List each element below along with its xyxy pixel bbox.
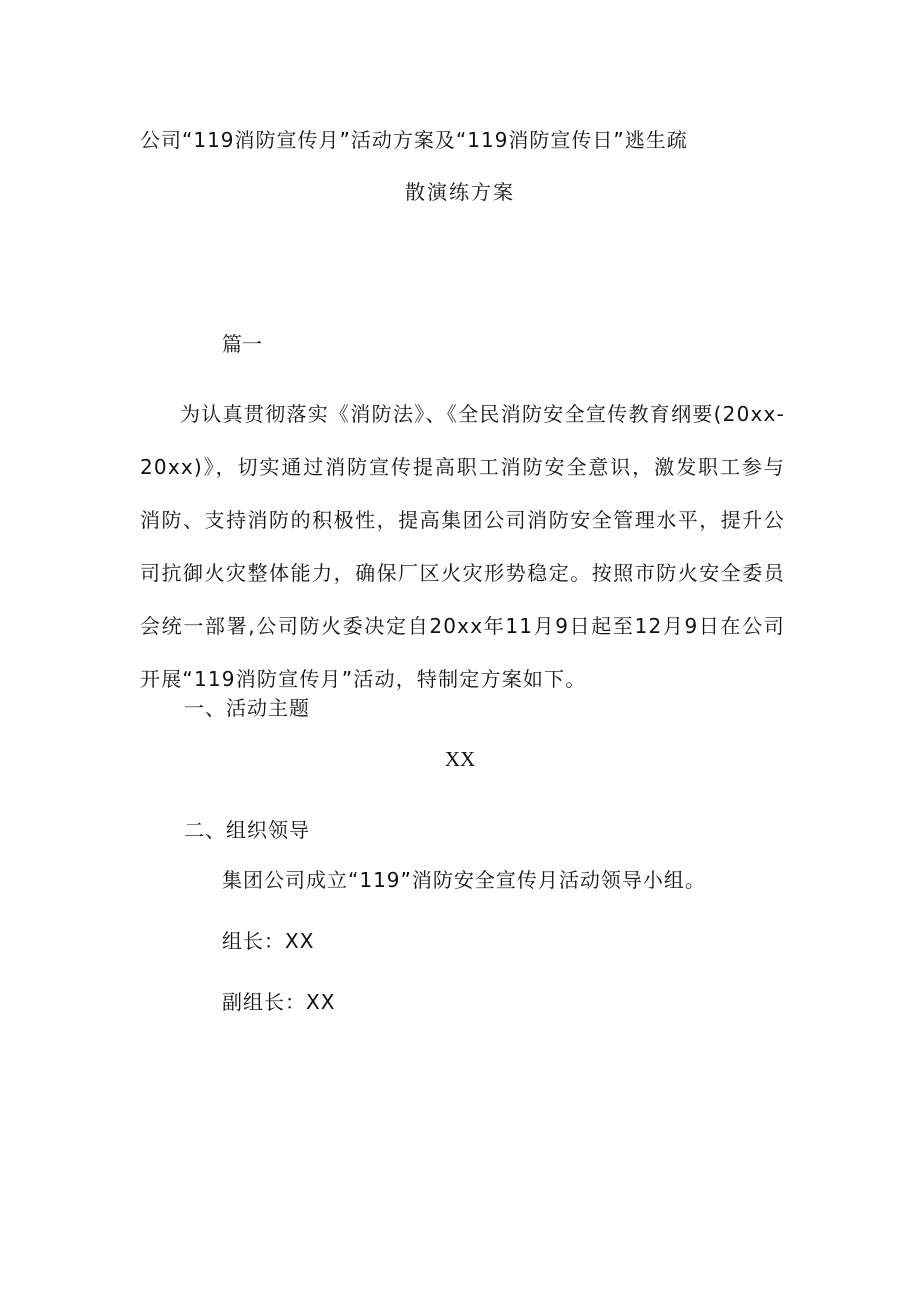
document-title-line-2: 散演练方案 xyxy=(405,180,515,204)
section-label: 篇一 xyxy=(222,332,262,356)
heading-activity-theme: 一、活动主题 xyxy=(184,696,310,720)
team-leader-line: 组长：XX xyxy=(222,929,315,953)
intro-paragraph: 为认真贯彻落实《消防法》、《全民消防安全宣传教育纲要(20xx-20xx)》，切实通过消防宣传提高职工消防安全意识，激发职工参与消防、支持消防的积极性，提高集团公司消防安全管理水平，提升公司抗御火灾整体能力，确保厂区火灾形势稳定。按照市防火安全委员会统一部署,公司防火委决定自20xx年11月9日起至12月9日在公司开展“119消防宣传月”活动，特制定方案如下。 xyxy=(140,402,785,691)
heading-organization-leadership: 二、组织领导 xyxy=(184,818,310,842)
activity-theme-value: XX xyxy=(444,747,476,771)
document-title-line-1: 公司“119消防宣传月”活动方案及“119消防宣传日”逃生疏 xyxy=(140,128,688,152)
deputy-team-leader-line: 副组长：XX xyxy=(222,990,336,1014)
organization-description: 集团公司成立“119”消防安全宣传月活动领导小组。 xyxy=(222,868,706,892)
